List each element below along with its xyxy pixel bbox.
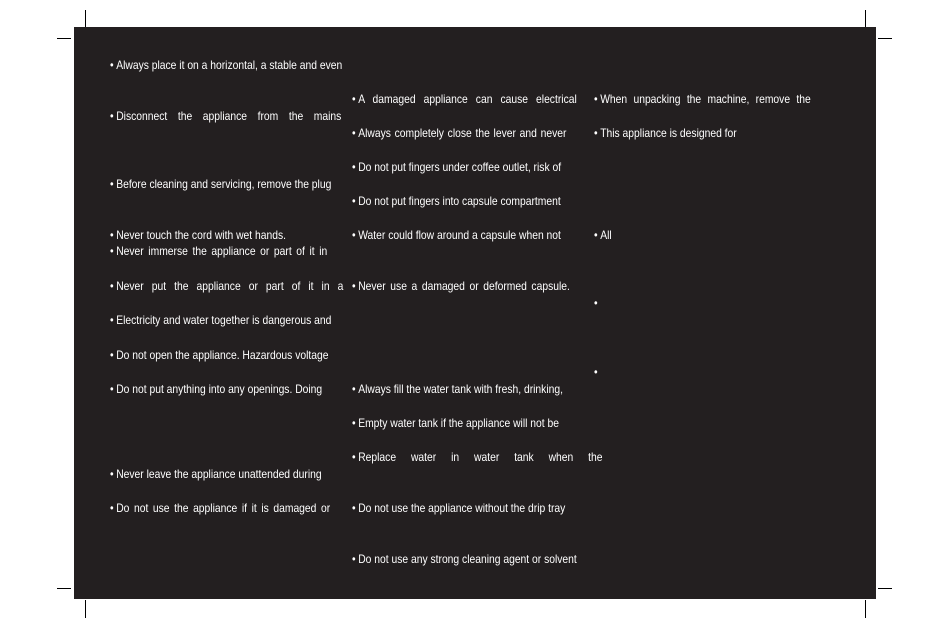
bullet-icon: • [352,126,356,140]
list-item: • A damaged appliance can cause electrical [352,92,577,106]
bullet-icon: • [352,160,356,174]
list-item [594,365,600,379]
bullet-icon: • [352,228,356,242]
crop-mark [85,600,86,618]
crop-mark [878,588,892,589]
list-item: • Do not put fingers into capsule compartment [352,194,561,208]
bullet-icon: • [352,450,356,464]
bullet-icon: • [352,92,356,106]
list-item: • Do not put fingers under coffee outlet, risk of [352,160,562,174]
list-item: • Never immerse the appliance or part of it in [110,244,328,258]
list-item: • Replace water in water tank when the [352,450,603,464]
bullet-icon: • [110,467,114,481]
bullet-icon: • [110,58,114,72]
crop-mark [865,10,866,28]
list-item: • Do not open the appliance. Hazardous voltage [110,348,329,362]
bullet-icon: • [594,296,598,310]
list-item: • Never put the appliance or part of it in a [110,279,344,293]
list-item: • All [594,228,612,242]
bullet-icon: • [110,382,114,396]
bullet-icon: • [352,552,356,566]
bullet-icon: • [110,228,114,242]
list-item: • Electricity and water together is dangerous and [110,313,332,327]
bullet-icon: • [352,382,356,396]
list-item: • Always fill the water tank with fresh, drinking, [352,382,563,396]
list-item: • Do not use the appliance without the drip tray [352,501,566,515]
list-item: • Do not use any strong cleaning agent or solvent [352,552,577,566]
bullet-icon: • [352,279,356,293]
list-item: • Never leave the appliance unattended during [110,467,322,481]
bullet-icon: • [110,177,114,191]
bullet-icon: • [352,416,356,430]
crop-mark [878,38,892,39]
list-item: • Do not use the appliance if it is damaged or [110,501,331,515]
list-item: • Before cleaning and servicing, remove the plug [110,177,332,191]
list-item [594,296,600,310]
bullet-icon: • [594,228,598,242]
list-item: • This appliance is designed for [594,126,737,140]
list-item: • Do not put anything into any openings. Doing [110,382,323,396]
bullet-icon: • [594,92,598,106]
bullet-icon: • [110,313,114,327]
bullet-icon: • [110,109,114,123]
list-item: • Always place it on a horizontal, a stable and even [110,58,343,72]
bullet-icon: • [594,126,598,140]
bullet-icon: • [110,279,114,293]
crop-mark [57,38,71,39]
list-item: • Never use a damaged or deformed capsule. [352,279,570,293]
bullet-icon: • [594,365,598,379]
list-item: • Water could flow around a capsule when not [352,228,561,242]
bullet-icon: • [352,501,356,515]
crop-mark [865,600,866,618]
bullet-icon: • [110,348,114,362]
crop-mark [57,588,71,589]
list-item: • Always completely close the lever and never [352,126,567,140]
list-item: • Never touch the cord with wet hands. [110,228,286,242]
list-item: • Disconnect the appliance from the mains [110,109,342,123]
bullet-icon: • [352,194,356,208]
list-item: • Empty water tank if the appliance will not be [352,416,559,430]
list-item: • When unpacking the machine, remove the [594,92,811,106]
crop-mark [85,10,86,28]
bullet-icon: • [110,501,114,515]
bullet-icon: • [110,244,114,258]
